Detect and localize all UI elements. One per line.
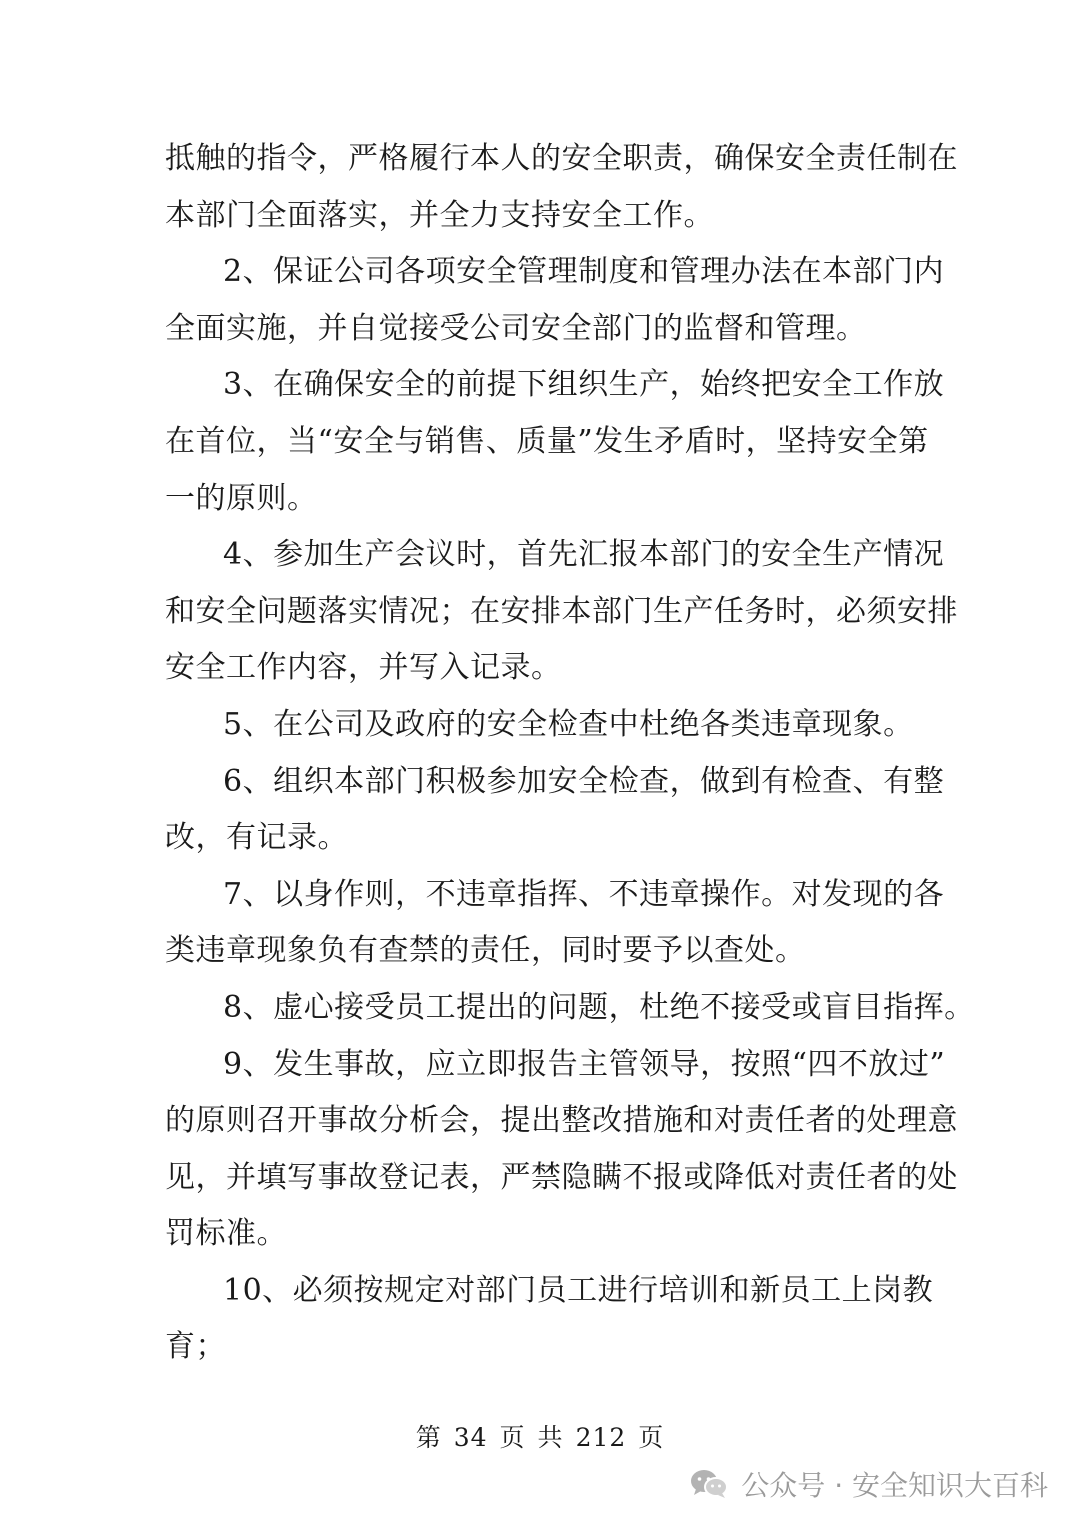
page-footer: [0, 1418, 1080, 1454]
text-line: 一的原则。: [165, 480, 318, 516]
text-line: 改，有记录。: [165, 820, 348, 856]
watermark-text: 公众号 · 安全知识大百科: [741, 1469, 1048, 1502]
wechat-icon: [689, 1468, 729, 1500]
text-line: 9、发生事故，应立即报告主管领导，按照“四不放过”: [223, 1046, 946, 1082]
text-line: 4、参加生产会议时，首先汇报本部门的安全生产情况: [223, 537, 945, 573]
text-line: 安全工作内容，并写入记录。: [165, 650, 562, 686]
text-line: 在首位，当“安全与销售、质量”发生矛盾时，坚持安全第: [165, 423, 929, 459]
footer-page-word: 页: [499, 1423, 526, 1452]
text-line: 全面实施，并自觉接受公司安全部门的监督和管理。: [165, 310, 867, 346]
text-line: 5、在公司及政府的安全检查中杜绝各类违章现象。: [223, 706, 914, 742]
text-line: 6、组织本部门积极参加安全检查，做到有检查、有整: [223, 763, 945, 799]
footer-total-pages: 212: [575, 1423, 627, 1452]
watermark: [689, 1464, 1048, 1504]
footer-prefix: 第: [415, 1423, 442, 1452]
text-line: 类违章现象负有查禁的责任，同时要予以查处。: [165, 933, 806, 969]
text-line: 本部门全面落实，并全力支持安全工作。: [165, 197, 714, 233]
document-body: [165, 131, 975, 1376]
text-line: 罚标准。: [165, 1216, 287, 1252]
text-line: 抵触的指令，严格履行本人的安全职责，确保安全责任制在: [165, 141, 958, 176]
text-line: 和安全问题落实情况；在安排本部门生产任务时，必须安排: [165, 593, 958, 629]
footer-current-page: 34: [453, 1423, 488, 1452]
text-line: 10、必须按规定对部门员工进行培训和新员工上岗教: [223, 1272, 934, 1308]
text-line: 8、虚心接受员工提出的问题，杜绝不接受或盲目指挥。: [223, 989, 975, 1025]
footer-total-word: 共: [537, 1423, 564, 1452]
text-line: 育；: [165, 1329, 226, 1365]
text-line: 的原则召开事故分析会，提出整改措施和对责任者的处理意: [165, 1103, 958, 1139]
footer-suffix: 页: [638, 1423, 665, 1452]
text-line: 7、以身作则，不违章指挥、不违章操作。对发现的各: [223, 876, 945, 912]
text-line: 2、保证公司各项安全管理制度和管理办法在本部门内: [223, 254, 945, 290]
text-line: 3、在确保安全的前提下组织生产，始终把安全工作放: [223, 367, 945, 403]
text-line: 见，并填写事故登记表，严禁隐瞒不报或降低对责任者的处: [165, 1159, 958, 1195]
